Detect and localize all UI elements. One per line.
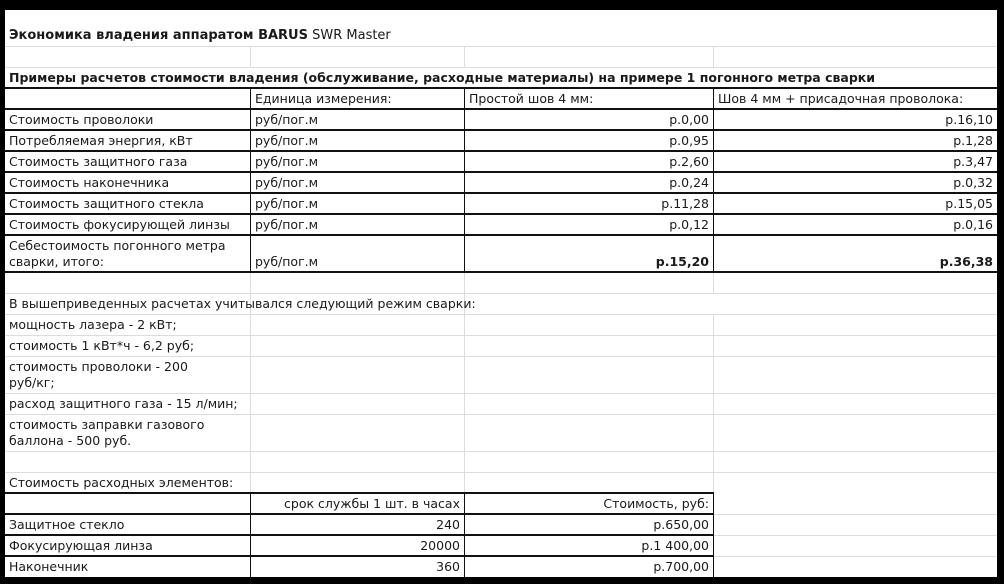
mode-item[interactable]: стоимость проволоки - 200 руб/кг; [9, 359, 188, 390]
gridline [713, 46, 714, 67]
col-header-cost[interactable]: Стоимость, руб: [603, 496, 709, 511]
consumable-name[interactable]: Защитное стекло [9, 517, 125, 532]
border [5, 271, 997, 273]
row-label[interactable]: Стоимость защитного газа [9, 154, 188, 169]
mode-item[interactable]: стоимость заправки газового баллона - 500 руб. [9, 417, 205, 448]
border [5, 171, 997, 173]
gridline [5, 451, 997, 452]
gridline [713, 272, 714, 293]
gridline [5, 414, 997, 415]
row-unit[interactable]: руб/пог.м [255, 175, 319, 190]
mode-item[interactable]: мощность лазера - 2 кВт; [9, 317, 177, 332]
total-filler[interactable]: р.36,38 [939, 254, 993, 269]
row-label[interactable]: Стоимость защитного стекла [9, 196, 204, 211]
row-simple[interactable]: р.0,95 [669, 133, 709, 148]
border [5, 234, 997, 236]
gridline [713, 514, 997, 515]
consumable-hours[interactable]: 240 [436, 517, 460, 532]
border [5, 129, 997, 131]
gridline [5, 393, 997, 394]
border [5, 513, 714, 515]
gridline [250, 46, 251, 67]
total-label[interactable]: Себестоимость погонного метра сварки, итого: [9, 238, 226, 269]
border [5, 192, 997, 194]
section3-heading[interactable]: Стоимость расходных элементов: [9, 475, 234, 490]
consumable-cost[interactable]: р.650,00 [653, 517, 709, 532]
gridline [464, 46, 465, 67]
gridline [713, 535, 997, 536]
consumable-cost[interactable]: р.1 400,00 [641, 538, 709, 553]
border [713, 493, 714, 577]
total-simple[interactable]: р.15,20 [655, 254, 709, 269]
row-filler[interactable]: р.0,32 [953, 175, 993, 190]
row-filler[interactable]: р.16,10 [945, 112, 993, 127]
border [5, 555, 714, 557]
consumable-cost[interactable]: р.700,00 [653, 559, 709, 574]
col-header-simple[interactable]: Простой шов 4 мм: [469, 91, 594, 106]
row-label[interactable]: Потребляемая энергия, кВт [9, 133, 193, 148]
gridline [5, 335, 997, 336]
border [5, 213, 997, 215]
row-label[interactable]: Стоимость фокусирующей линзы [9, 217, 230, 232]
col-header-filler[interactable]: Шов 4 мм + присадочная проволока: [718, 91, 964, 106]
gridline [713, 556, 997, 557]
row-label[interactable]: Стоимость проволоки [9, 112, 154, 127]
row-simple[interactable]: р.11,28 [661, 196, 709, 211]
col-header-unit[interactable]: Единица измерения: [255, 91, 392, 106]
consumable-name[interactable]: Фокусирующая линза [9, 538, 153, 553]
mode-item[interactable]: стоимость 1 кВт*ч - 6,2 руб; [9, 338, 195, 353]
gridline [5, 46, 997, 47]
total-unit[interactable]: руб/пог.м [255, 254, 319, 269]
mode-item[interactable]: расход защитного газа - 15 л/мин; [9, 396, 238, 411]
row-simple[interactable]: р.0,00 [669, 112, 709, 127]
row-label[interactable]: Стоимость наконечника [9, 175, 170, 190]
consumable-name[interactable]: Наконечник [9, 559, 89, 574]
section1-heading: Примеры расчетов стоимости владения (обслуживание, расходные материалы) на примере 1 погонного метра сварки [9, 70, 876, 85]
row-filler[interactable]: р.1,28 [953, 133, 993, 148]
border [5, 492, 714, 494]
gridline [5, 67, 997, 68]
title-normal: SWR Master [312, 28, 391, 43]
row-unit[interactable]: руб/пог.м [255, 154, 319, 169]
row-unit[interactable]: руб/пог.м [255, 112, 319, 127]
row-simple[interactable]: р.2,60 [669, 154, 709, 169]
spreadsheet[interactable] [5, 10, 997, 577]
title-bold: Экономика владения аппаратом BARUS [9, 28, 308, 43]
gridline [5, 356, 997, 357]
row-unit[interactable]: руб/пог.м [255, 133, 319, 148]
row-simple[interactable]: р.0,24 [669, 175, 709, 190]
border [5, 87, 997, 89]
sheet-title [5, 28, 395, 44]
row-simple[interactable]: р.0,12 [669, 217, 709, 232]
col-header-hours[interactable]: срок службы 1 шт. в часах [284, 496, 460, 511]
consumable-hours[interactable]: 360 [436, 559, 460, 574]
row-filler[interactable]: р.3,47 [953, 154, 993, 169]
gridline [5, 472, 997, 473]
section2-heading[interactable]: В вышеприведенных расчетах учитывался следующий режим сварки: [9, 296, 476, 311]
gridline [5, 314, 997, 315]
row-filler[interactable]: р.0,16 [953, 217, 993, 232]
border [5, 150, 997, 152]
border [5, 108, 997, 110]
gridline [5, 293, 997, 294]
consumable-hours[interactable]: 20000 [420, 538, 460, 553]
row-unit[interactable]: руб/пог.м [255, 217, 319, 232]
row-filler[interactable]: р.15,05 [945, 196, 993, 211]
border [5, 534, 714, 536]
row-unit[interactable]: руб/пог.м [255, 196, 319, 211]
gridline [713, 314, 714, 493]
